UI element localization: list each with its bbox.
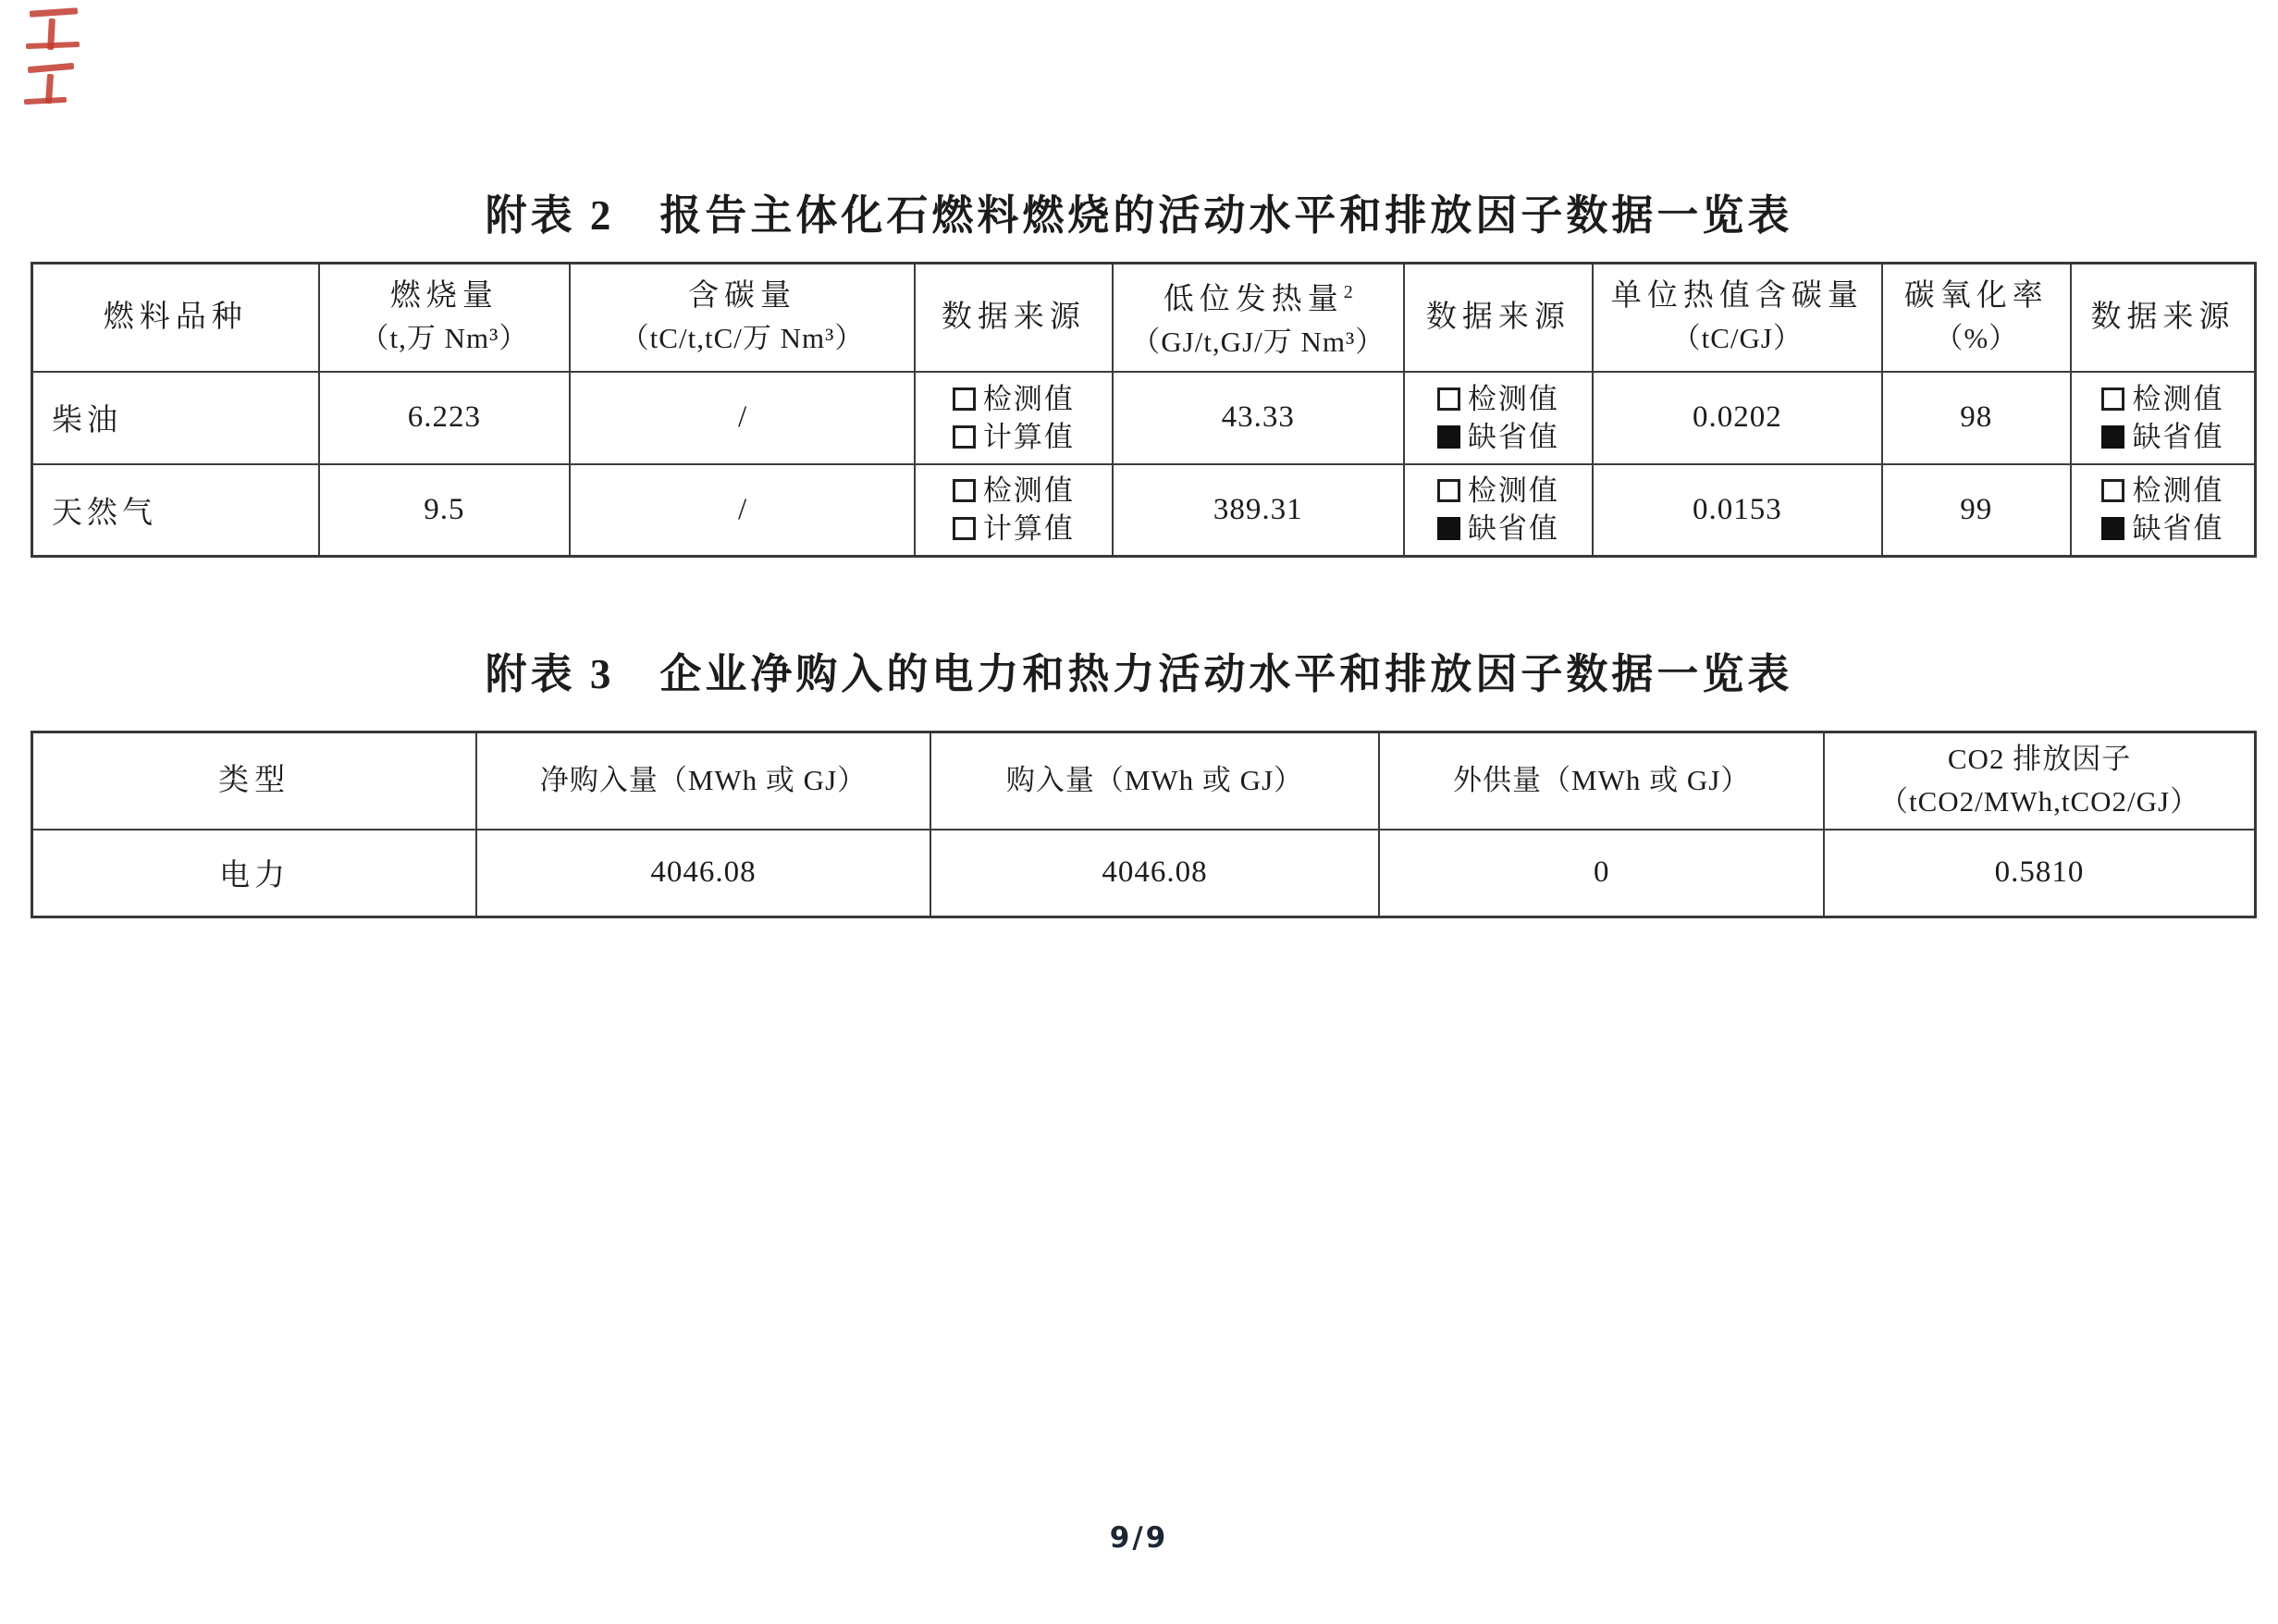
- table-row: [32, 464, 2256, 557]
- col-header-co2-factor: CO2 排放因子 （tCO2/MWh,tCO2/GJ）: [1824, 732, 2255, 830]
- unit-heat-carbon-value: 0.0202: [1593, 372, 1882, 464]
- data-source-cell: [2071, 464, 2256, 557]
- carbon-content-value: /: [570, 372, 915, 464]
- oxidation-rate-value: 99: [1882, 464, 2071, 557]
- col-header-unit-heat-carbon: 单位热值含碳量 （tC/GJ）: [1593, 264, 1882, 372]
- data-source-cell: [2071, 372, 2256, 464]
- checkbox-option: 计算值: [953, 514, 1075, 543]
- checkbox-option: 缺省值: [2101, 514, 2223, 543]
- lower-heating-value: 43.33: [1113, 372, 1404, 464]
- table2-title: 附表 2 报告主体化石燃料燃烧的活动水平和排放因子数据一览表: [485, 192, 1793, 239]
- col-header-combustion-amount: 燃烧量 （t,万 Nm³）: [319, 264, 571, 372]
- table-row: [32, 372, 2256, 464]
- checkbox-option: 检测值: [1437, 385, 1559, 413]
- checkbox-icon: [1437, 425, 1460, 449]
- lower-heating-value: 389.31: [1113, 464, 1404, 557]
- red-stamp-fragment: [24, 6, 91, 109]
- purchase-value: 4046.08: [930, 830, 1380, 917]
- fuel-name: 柴油: [32, 372, 319, 464]
- checkbox-icon: [1437, 388, 1460, 411]
- col-header-purchase: 购入量（MWh 或 GJ）: [930, 732, 1380, 830]
- combustion-amount-value: 6.223: [319, 372, 571, 464]
- checkbox-option: 计算值: [953, 423, 1075, 451]
- external-supply-value: 0: [1379, 830, 1824, 917]
- checkbox-option: 检测值: [953, 385, 1075, 413]
- checkbox-icon: [953, 517, 976, 540]
- carbon-content-value: /: [570, 464, 915, 557]
- checkbox-icon: [953, 425, 976, 449]
- checkbox-icon: [953, 388, 976, 411]
- col-header-data-source-1: 数据来源: [915, 264, 1113, 372]
- purchased-electricity-heat-table: [31, 731, 2257, 918]
- energy-type: 电力: [32, 830, 477, 917]
- col-header-oxidation-rate: 碳氧化率 （%）: [1882, 264, 2071, 372]
- footnote-marker: 2: [1343, 282, 1353, 303]
- checkbox-icon: [2101, 479, 2124, 502]
- col-header-net-purchase: 净购入量（MWh 或 GJ）: [476, 732, 930, 830]
- data-source-cell: [915, 372, 1113, 464]
- checkbox-option: 缺省值: [1437, 423, 1559, 451]
- checkbox-icon: [2101, 425, 2124, 449]
- net-purchase-value: 4046.08: [476, 830, 930, 917]
- checkbox-icon: [2101, 517, 2124, 540]
- col-header-data-source-3: 数据来源: [2071, 264, 2256, 372]
- checkbox-icon: [2101, 388, 2124, 411]
- table3-title: 附表 3 企业净购入的电力和热力活动水平和排放因子数据一览表: [485, 651, 1793, 697]
- checkbox-icon: [1437, 479, 1460, 502]
- table-row: [32, 830, 2256, 917]
- oxidation-rate-value: 98: [1882, 372, 2071, 464]
- unit-heat-carbon-value: 0.0153: [1593, 464, 1882, 557]
- checkbox-option: 检测值: [2101, 476, 2223, 505]
- data-source-cell: [1404, 372, 1593, 464]
- checkbox-option: 检测值: [1437, 476, 1559, 505]
- col-header-carbon-content: 含碳量 （tC/t,tC/万 Nm³）: [570, 264, 915, 372]
- page-number: 9/9: [1109, 1521, 1169, 1555]
- checkbox-option: 缺省值: [1437, 514, 1559, 543]
- checkbox-option: 检测值: [2101, 385, 2223, 413]
- col-header-lower-heating-value: 低位发热量$^2$ （GJ/t,GJ/万 Nm³）: [1113, 264, 1404, 372]
- table2-header-row: [32, 264, 2256, 372]
- table3-header-row: [32, 732, 2256, 830]
- combustion-amount-value: 9.5: [319, 464, 571, 557]
- col-header-external-supply: 外供量（MWh 或 GJ）: [1379, 732, 1824, 830]
- checkbox-option: 检测值: [953, 476, 1075, 505]
- data-source-cell: [915, 464, 1113, 557]
- fuel-name: 天然气: [32, 464, 319, 557]
- fuel-combustion-table: [31, 262, 2257, 558]
- co2-factor-value: 0.5810: [1824, 830, 2255, 917]
- checkbox-option: 缺省值: [2101, 423, 2223, 451]
- col-header-fuel-type: 燃料品种: [32, 264, 319, 372]
- checkbox-icon: [953, 479, 976, 502]
- col-header-type: 类型: [32, 732, 477, 830]
- data-source-cell: [1404, 464, 1593, 557]
- checkbox-icon: [1437, 517, 1460, 540]
- col-header-data-source-2: 数据来源: [1404, 264, 1593, 372]
